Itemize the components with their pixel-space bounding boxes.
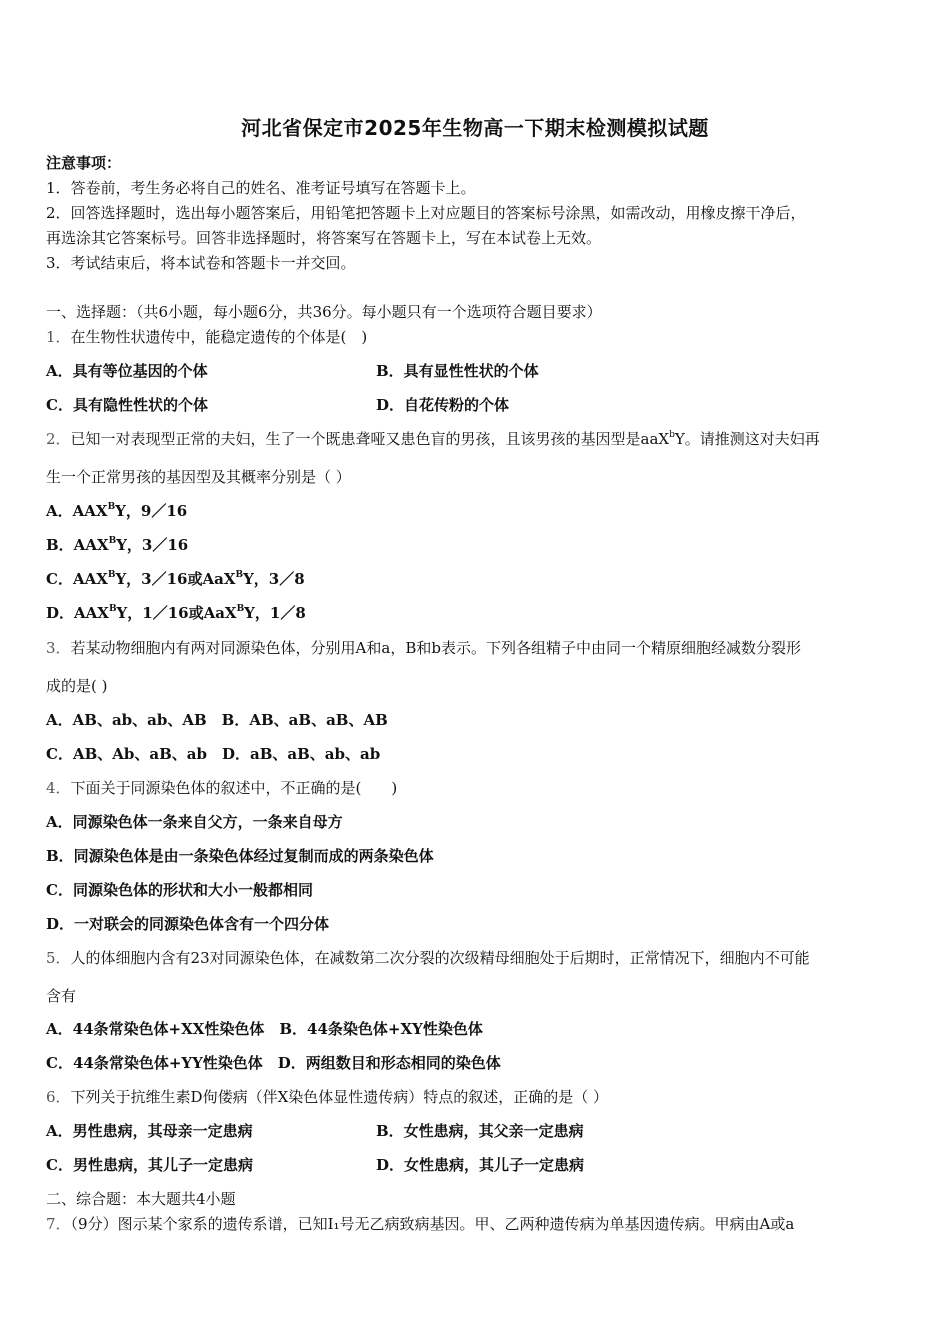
superscript: b: [669, 430, 675, 440]
option-text: Y，3／16: [116, 536, 189, 554]
question-number: 7．: [46, 1215, 71, 1233]
q6-options-ab: [46, 1121, 906, 1141]
question-number: 3．: [46, 639, 71, 657]
q3-options-cd: C．AB、Ab、aB、ab D．aB、aB、ab、ab: [46, 745, 381, 763]
option-a: A．具有等位基因的个体: [46, 362, 208, 380]
option-text: Y，3／8: [243, 570, 305, 588]
superscript: B: [236, 604, 245, 614]
q1-options-ab: [46, 361, 906, 381]
option-text: D．AAX: [46, 604, 109, 622]
notice-item: 再选涂其它答案标号。回答非选择题时，将答案写在答题卡上，写在本试卷上无效。: [46, 229, 602, 247]
question-number: 5．: [46, 949, 71, 967]
option-text: Y，1／16或AaX: [116, 604, 237, 622]
section-heading: 一、选择题：（共6小题，每小题6分，共36分。每小题只有一个选项符合题目要求）: [46, 303, 602, 321]
question-1: [46, 327, 367, 347]
question-number: 1．: [46, 328, 71, 346]
question-5: [46, 948, 810, 968]
option-text: A．AAX: [46, 502, 108, 520]
question-3: [46, 638, 801, 658]
q5-options-ab: A．44条常染色体+XX性染色体 B．44条染色体+XY性染色体: [46, 1020, 483, 1038]
question-stem: 已知一对表现型正常的夫妇，生了一个既患聋哑又患色盲的男孩，且该男孩的基因型是aaX: [70, 430, 670, 448]
option-b: B．具有显性性状的个体: [376, 362, 539, 380]
question-stem: 下面关于同源染色体的叙述中，不正确的是( ): [70, 779, 398, 797]
notice-item: 3．考试结束后，将本试卷和答题卡一并交回。: [46, 254, 356, 272]
superscript: B: [108, 536, 117, 546]
question-2-cont: 生一个正常男孩的基因型及其概率分别是（ ）: [46, 468, 351, 486]
option-d: [46, 603, 306, 623]
option-c: C．男性患病，其儿子一定患病: [46, 1156, 253, 1174]
option-a: A．男性患病，其母亲一定患病: [46, 1122, 253, 1140]
option-text: Y，9／16: [115, 502, 188, 520]
question-stem: （9分）图示某个家系的遗传系谱，已知Ⅰ₁号无乙病致病基因。甲、乙两种遗传病为单基因遗传病。甲病由A或a: [70, 1215, 795, 1233]
question-stem: 在生物性状遗传中，能稳定遗传的个体是( ): [70, 328, 368, 346]
option-text: Y，3／16或AaX: [115, 570, 236, 588]
page-title: 河北省保定市2025年生物高一下期末检测模拟试题: [241, 116, 709, 140]
question-number: 6．: [46, 1088, 71, 1106]
superscript: B: [235, 570, 244, 580]
section-heading: 二、综合题：本大题共4小题: [46, 1190, 236, 1208]
q3-options-ab: A．AB、ab、ab、AB B．AB、aB、aB、AB: [46, 711, 388, 729]
option-a: A．同源染色体一条来自父方，一条来自母方: [46, 813, 343, 831]
question-number: 2．: [46, 430, 71, 448]
question-7: [46, 1214, 794, 1234]
question-stem: 人的体细胞内含有23对同源染色体，在减数第二次分裂的次级精母细胞处于后期时，正常情况下，细胞内不可能: [70, 949, 810, 967]
question-6: [46, 1087, 608, 1107]
notice-heading: 注意事项：: [46, 154, 122, 172]
q6-options-cd: [46, 1155, 906, 1175]
question-stem: Y。请推测这对夫妇再: [674, 430, 820, 448]
option-b: [46, 535, 188, 555]
superscript: B: [107, 502, 116, 512]
question-2: [46, 429, 820, 449]
q1-options-cd: [46, 395, 906, 415]
notice-item: 1．答卷前，考生务必将自己的姓名、准考证号填写在答题卡上。: [46, 179, 476, 197]
q5-options-cd: C．44条常染色体+YY性染色体 D．两组数目和形态相同的染色体: [46, 1054, 501, 1072]
option-b: B．同源染色体是由一条染色体经过复制而成的两条染色体: [46, 847, 434, 865]
question-5-cont: 含有: [46, 987, 77, 1005]
superscript: B: [107, 570, 116, 580]
option-b: B．女性患病，其父亲一定患病: [376, 1122, 584, 1140]
option-c: [46, 569, 305, 589]
option-d: D．一对联会的同源染色体含有一个四分体: [46, 915, 330, 933]
option-text: Y，1／8: [244, 604, 306, 622]
question-stem: 下列关于抗维生素D佝偻病（伴X染色体显性遗传病）特点的叙述，正确的是（ ）: [70, 1088, 609, 1106]
option-d: D．自花传粉的个体: [376, 396, 510, 414]
option-text: B．AAX: [46, 536, 109, 554]
question-number: 4．: [46, 779, 71, 797]
question-4: [46, 778, 397, 798]
question-3-cont: 成的是( ): [46, 677, 108, 695]
option-c: C．具有隐性性状的个体: [46, 396, 208, 414]
notice-item: 2．回答选择题时，选出每小题答案后，用铅笔把答题卡上对应题目的答案标号涂黑，如需改动，用橡皮擦干净后，: [46, 204, 806, 222]
option-d: D．女性患病，其儿子一定患病: [376, 1156, 585, 1174]
option-text: C．AAX: [46, 570, 108, 588]
superscript: B: [108, 604, 117, 614]
option-c: C．同源染色体的形状和大小一般都相同: [46, 881, 313, 899]
option-a: [46, 501, 187, 521]
question-stem: 若某动物细胞内有两对同源染色体，分别用A和a，B和b表示。下列各组精子中由同一个精原细胞经减数分裂形: [70, 639, 801, 657]
